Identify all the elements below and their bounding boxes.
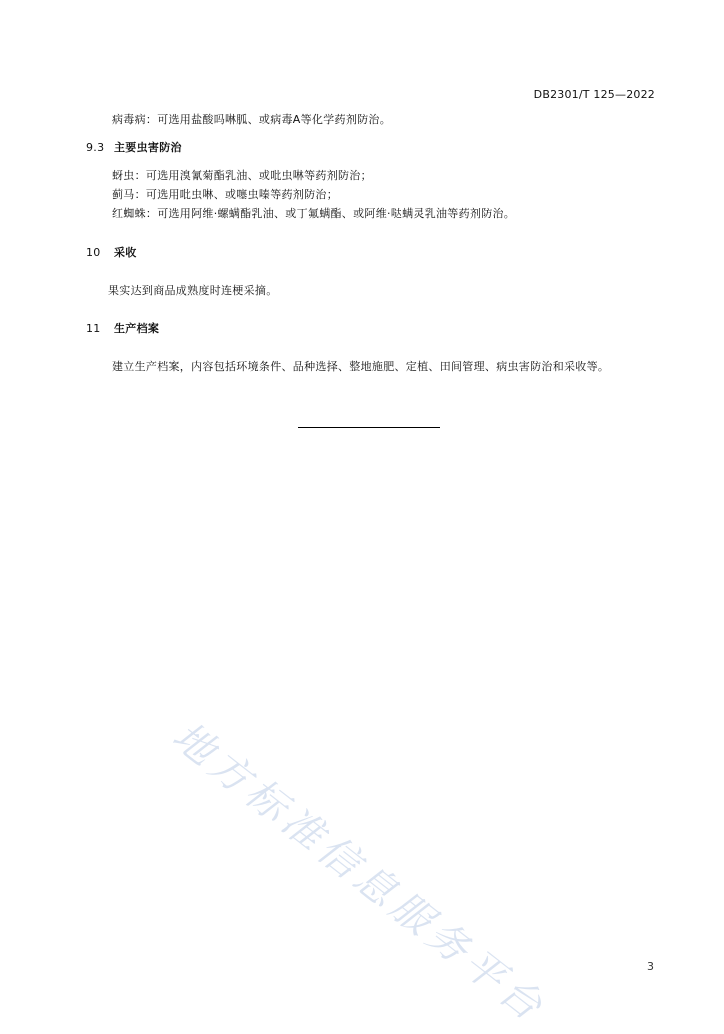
section-number: 11 bbox=[86, 322, 101, 335]
paragraph-virus-disease: 病毒病：可选用盐酸吗啉胍、或病毒A等化学药剂防治。 bbox=[112, 113, 392, 126]
end-rule bbox=[298, 427, 440, 428]
paragraph-spider-mite: 红蜘蛛：可选用阿维·螺螨酯乳油、或丁氟螨酯、或阿维·哒螨灵乳油等药剂防治。 bbox=[112, 207, 516, 220]
section-number: 10 bbox=[86, 246, 101, 259]
watermark: 地方标准信息服务平台 bbox=[163, 713, 555, 1033]
section-title: 生产档案 bbox=[114, 322, 160, 335]
paragraph-production-archive: 建立生产档案，内容包括环境条件、品种选择、整地施肥、定植、田间管理、病虫害防治和采收等。 bbox=[112, 360, 610, 373]
section-heading-9-3 bbox=[86, 141, 182, 155]
section-heading-11 bbox=[86, 322, 159, 336]
section-number: 9.3 bbox=[86, 141, 105, 154]
paragraph-thrips: 蓟马：可选用吡虫啉、或噻虫嗪等药剂防治； bbox=[112, 188, 338, 201]
page-number: 3 bbox=[647, 960, 654, 973]
paragraph-harvest: 果实达到商品成熟度时连梗采摘。 bbox=[108, 284, 278, 297]
document-code: DB2301/T 125—2022 bbox=[533, 88, 655, 101]
paragraph-aphid: 蚜虫：可选用溴氰菊酯乳油、或吡虫啉等药剂防治； bbox=[112, 169, 372, 182]
section-title: 采收 bbox=[114, 246, 137, 259]
section-heading-10 bbox=[86, 246, 137, 260]
section-title: 主要虫害防治 bbox=[114, 141, 182, 154]
